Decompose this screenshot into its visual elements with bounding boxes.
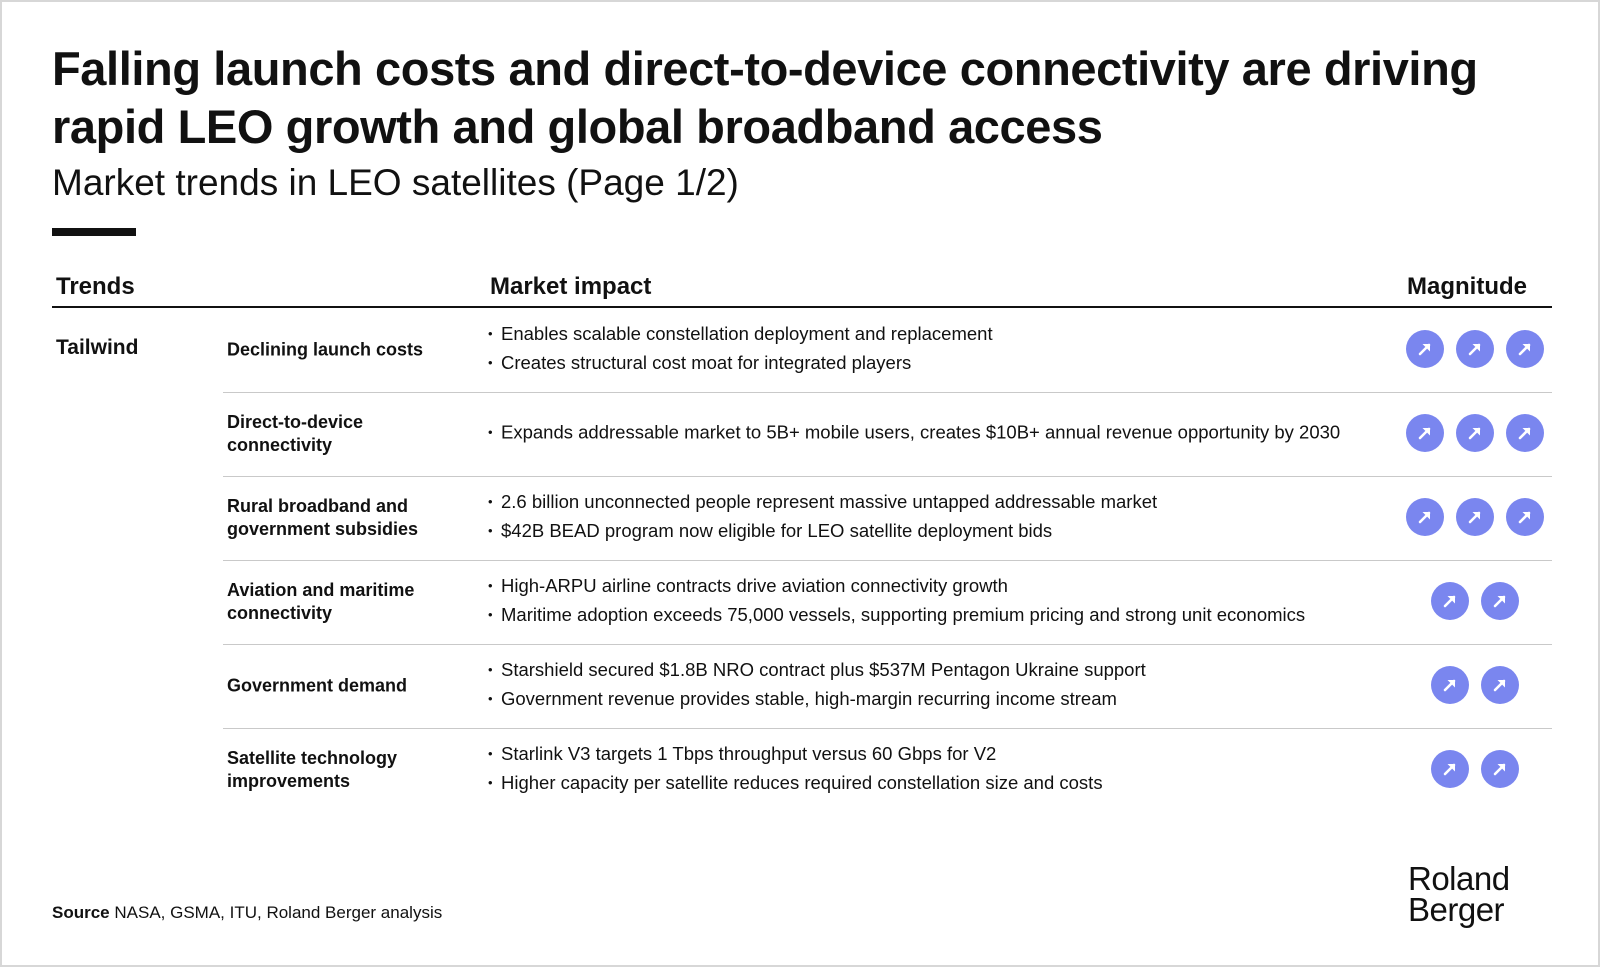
magnitude-indicator (1402, 750, 1548, 790)
roland-berger-logo (1408, 860, 1548, 928)
magnitude-indicator (1402, 330, 1548, 370)
market-impact-list (488, 572, 1398, 632)
trend-name: Rural broadband and government subsidies (227, 496, 419, 539)
arrow-up-right-icon (1406, 498, 1444, 536)
market-impact-item: • Expands addressable market to 5B+ mobile users, creates $10B+ annual revenue opportunity by 2030 (488, 421, 1398, 445)
title-accent-bar (52, 228, 136, 236)
arrow-up-right-icon (1481, 666, 1519, 704)
magnitude-indicator (1402, 414, 1548, 454)
market-impact-item: • Maritime adoption exceeds 75,000 vessels, supporting premium pricing and strong unit economics (488, 603, 1398, 627)
market-impact-list (488, 419, 1398, 450)
market-impact-list (488, 740, 1398, 800)
arrow-up-right-icon (1431, 666, 1469, 704)
trend-name: Direct-to-device connectivity (227, 412, 364, 455)
arrow-up-right-icon (1406, 414, 1444, 452)
column-header-market-impact: Market impact (490, 273, 652, 300)
table-row (223, 644, 1552, 729)
trend-name: Government demand (227, 675, 408, 696)
market-impact-item: • Higher capacity per satellite reduces required constellation size and costs (488, 771, 1398, 795)
table-row (223, 308, 1552, 393)
market-impact-list (488, 320, 1398, 380)
source-note (52, 902, 442, 924)
arrow-up-right-icon (1481, 582, 1519, 620)
market-impact-item: • Starlink V3 targets 1 Tbps throughput versus 60 Gbps for V2 (488, 742, 1398, 766)
arrow-up-right-icon (1506, 498, 1544, 536)
source-text: NASA, GSMA, ITU, Roland Berger analysis (114, 903, 443, 922)
market-impact-list (488, 656, 1398, 716)
arrow-up-right-icon (1506, 414, 1544, 452)
source-label: Source (52, 903, 110, 922)
market-impact-item: • High-ARPU airline contracts drive aviation connectivity growth (488, 574, 1398, 598)
magnitude-indicator (1402, 582, 1548, 622)
arrow-up-right-icon (1506, 330, 1544, 368)
slide-subtitle: Market trends in LEO satellites (Page 1/2) (52, 162, 739, 203)
arrow-up-right-icon (1406, 330, 1444, 368)
logo-line-2: Berger (1408, 891, 1505, 928)
market-impact-item: • 2.6 billion unconnected people represent massive untapped addressable market (488, 490, 1398, 514)
magnitude-indicator (1402, 666, 1548, 706)
logo-line-1: Roland (1408, 860, 1510, 897)
trend-name: Declining launch costs (227, 339, 424, 360)
column-header-magnitude: Magnitude (1407, 273, 1527, 300)
table-row (223, 476, 1552, 561)
table-row (223, 392, 1552, 477)
arrow-up-right-icon (1456, 330, 1494, 368)
arrow-up-right-icon (1481, 750, 1519, 788)
market-impact-item: • Creates structural cost moat for integrated players (488, 351, 1398, 375)
magnitude-indicator (1402, 498, 1548, 538)
table-row (223, 560, 1552, 645)
category-label: Tailwind (56, 336, 139, 359)
table-row (223, 728, 1552, 812)
arrow-up-right-icon (1431, 582, 1469, 620)
slide-title: Falling launch costs and direct-to-device connectivity are driving rapid LEO growth and global broadband access (52, 42, 1478, 153)
market-impact-item: • Starshield secured $1.8B NRO contract plus $537M Pentagon Ukraine support (488, 658, 1398, 682)
market-impact-item: • Enables scalable constellation deployment and replacement (488, 322, 1398, 346)
trend-name: Aviation and maritime connectivity (227, 580, 415, 623)
market-impact-item: • $42B BEAD program now eligible for LEO satellite deployment bids (488, 519, 1398, 543)
arrow-up-right-icon (1431, 750, 1469, 788)
arrow-up-right-icon (1456, 414, 1494, 452)
trend-name: Satellite technology improvements (227, 748, 398, 791)
market-impact-item: • Government revenue provides stable, high-margin recurring income stream (488, 687, 1398, 711)
market-impact-list (488, 488, 1398, 548)
arrow-up-right-icon (1456, 498, 1494, 536)
column-header-trends: Trends (56, 273, 135, 300)
